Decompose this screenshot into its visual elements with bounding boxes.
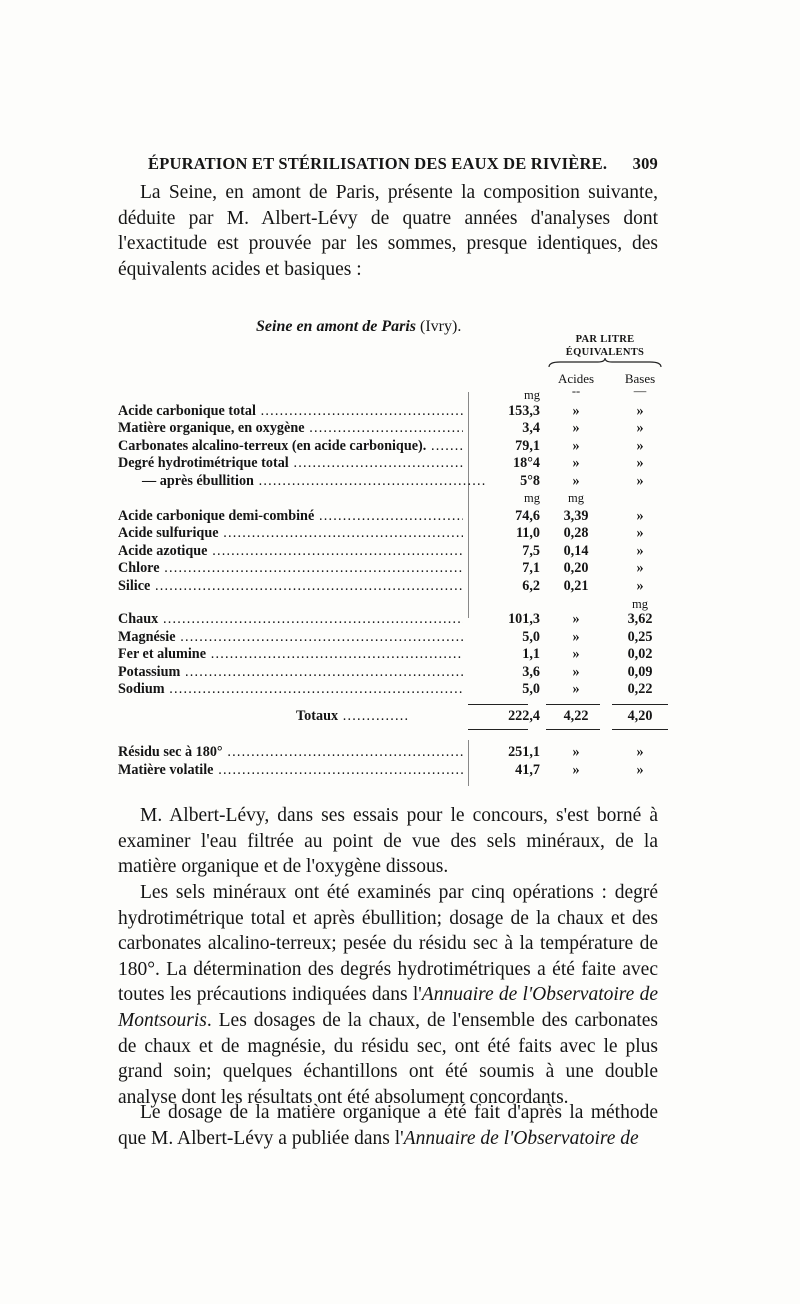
row-acids: » xyxy=(572,437,580,454)
dash-acids: -- xyxy=(571,383,581,398)
page-number: 309 xyxy=(632,154,658,173)
row-label: — après ébullition ..... xyxy=(118,473,487,491)
table-group-1 xyxy=(118,403,674,491)
row-acids: » xyxy=(572,472,580,489)
row-value-mg: 6,2 xyxy=(522,577,540,594)
row-value-mg: 1,1 xyxy=(522,646,540,662)
body-paragraph-1: M. Albert-Lévy, dans ses essais pour le concours, s'est borné à examiner l'eau filtrée au point de vue des sels minéraux, de la matière organique et de l'oxygène dissous. xyxy=(118,805,658,878)
unit-row xyxy=(118,383,674,403)
row-label: Résidu sec à 180° ..... xyxy=(118,744,463,762)
table-row xyxy=(118,508,674,526)
row-value-mg: 3,4 xyxy=(522,420,540,436)
row-bases: » xyxy=(636,455,644,471)
row-value-mg: 7,1 xyxy=(522,560,540,576)
row-value-mg: 79,1 xyxy=(515,437,540,454)
row-value-mg: 41,7 xyxy=(515,761,540,778)
row-label: Potassium ..... xyxy=(118,664,463,682)
row-value-mg: 5°8 xyxy=(520,472,540,489)
totals-rule xyxy=(468,704,528,705)
table-row xyxy=(118,438,674,456)
row-acids: » xyxy=(572,455,580,471)
row-bases: 0,22 xyxy=(627,681,653,697)
col-acids-header: Acides xyxy=(557,371,595,386)
totals-acids: 4,22 xyxy=(563,708,589,724)
row-bases: » xyxy=(636,402,644,419)
table-row xyxy=(118,681,674,699)
row-value-mg: 5,0 xyxy=(522,628,540,645)
row-bases: » xyxy=(636,542,644,559)
table-row xyxy=(118,762,674,780)
totals-row xyxy=(118,708,674,726)
row-value-mg: 74,6 xyxy=(515,507,540,524)
row-label: Degré hydrotimétrique total ..... xyxy=(118,455,463,473)
residue-table xyxy=(118,744,674,779)
row-value-mg: 3,6 xyxy=(522,663,540,680)
row-bases: » xyxy=(636,472,644,489)
row-bases: » xyxy=(636,560,644,576)
table-row xyxy=(118,744,674,762)
table-group-3 xyxy=(118,611,674,699)
row-value-mg: 101,3 xyxy=(508,611,540,627)
row-acids: » xyxy=(572,646,580,662)
annuaire-title: Annuaire de l'Observatoire de xyxy=(403,1127,639,1149)
row-label: Sodium ..... xyxy=(118,681,463,699)
row-label: Acide azotique ..... xyxy=(118,543,463,561)
row-label: Chaux ..... xyxy=(118,611,463,629)
dash-bases: — xyxy=(633,383,647,398)
totals-bases: 4,20 xyxy=(627,708,653,724)
table-row xyxy=(118,403,674,421)
row-acids: » xyxy=(572,744,580,760)
totals-rule xyxy=(468,729,528,730)
row-bases: » xyxy=(636,744,644,760)
row-value-mg: 153,3 xyxy=(508,402,540,419)
row-label: Acide carbonique demi-combiné ..... xyxy=(118,508,463,526)
row-acids: » xyxy=(572,420,580,436)
table-row xyxy=(118,525,674,543)
unit-row xyxy=(118,490,674,508)
row-acids: 3,39 xyxy=(563,507,589,524)
equivalents-heading: ÉQUIVALENTS xyxy=(565,347,645,358)
totals-rule xyxy=(546,704,600,705)
table-group-2 xyxy=(118,508,674,596)
unit-mg: mg xyxy=(568,491,584,505)
body-paragraph-3: Le dosage de la matière organique a été fait d'après la méthode que M. Albert-Lévy a publiée dans l'Annuaire de l'Observatoire de xyxy=(118,1102,658,1149)
row-acids: » xyxy=(572,628,580,645)
row-label: Acide carbonique total ..... xyxy=(118,403,463,421)
table-row xyxy=(118,664,674,682)
row-label: Matière volatile ..... xyxy=(118,762,463,780)
row-value-mg: 251,1 xyxy=(508,744,540,760)
row-label: Matière organique, en oxygène ..... xyxy=(118,420,463,438)
body-paragraph-2: Les sels minéraux ont été examinés par cinq opérations : degré hydrotimétrique total et après ébullition; dosage de la chaux et des carbonates alcalino-terreux; pesée du résidu sec à la température de 180°. La détermination des degrés hydrotimétriques a été faite avec toutes les précautions indiquées dans l'Annuaire de l'Observatoire de Montsouris. Les dosages de la chaux, de l'ensemble des carbonates de chaux et de magnésie, du résidu sec, ont été faits avec le plus grand soin; quelques échantillons ont été soumis à une double analyse dont les résultats ont été absolument concordants. xyxy=(118,882,658,1108)
row-value-mg: 11,0 xyxy=(515,525,540,541)
per-litre-heading: PAR LITRE xyxy=(575,334,635,345)
row-label: Fer et alumine ..... xyxy=(118,646,463,664)
row-acids: 0,21 xyxy=(563,577,589,594)
totals-rule xyxy=(612,729,668,730)
totals-label: Totaux .............. xyxy=(296,708,410,724)
row-label: Chlore ..... xyxy=(118,560,463,578)
table-row xyxy=(118,578,674,596)
equivalents-brace xyxy=(548,358,662,368)
caption-rest: (Ivry). xyxy=(420,318,462,335)
totals-value: 222,4 xyxy=(508,708,540,724)
table-row xyxy=(118,473,674,491)
row-bases: » xyxy=(636,437,644,454)
row-acids: » xyxy=(572,681,580,697)
row-bases: » xyxy=(636,577,644,594)
row-bases: » xyxy=(636,525,644,541)
row-bases: 0,25 xyxy=(627,628,653,645)
col-bases-header: Bases xyxy=(624,371,656,386)
unit-mg: mg xyxy=(632,597,648,611)
intro-paragraph: La Seine, en amont de Paris, présente la composition suivante, déduite par M. Albert-Lévy de quatre années d'analyses dont l'exactitude est prouvée par les sommes, presque identiques, des équivalents acides et basiques : xyxy=(118,182,658,280)
table-group-4 xyxy=(118,744,674,779)
caption-italic: Seine en amont de Paris xyxy=(256,318,417,335)
row-acids: 0,28 xyxy=(563,525,589,541)
row-bases: » xyxy=(636,420,644,436)
row-value-mg: 7,5 xyxy=(522,542,540,559)
table-caption xyxy=(256,318,461,336)
row-bases: » xyxy=(636,761,644,778)
row-acids: » xyxy=(572,761,580,778)
table-row xyxy=(118,646,674,664)
column-header-row xyxy=(118,370,674,388)
row-bases: 0,09 xyxy=(627,663,653,680)
unit-mg: mg xyxy=(524,387,540,402)
table-row xyxy=(118,629,674,647)
unit-row xyxy=(118,595,674,611)
row-bases: 3,62 xyxy=(627,611,653,627)
row-acids: » xyxy=(572,402,580,419)
running-title: ÉPURATION ET STÉRILISATION DES EAUX DE RIVIÈRE. xyxy=(148,154,608,173)
row-acids: » xyxy=(572,663,580,680)
row-value-mg: 5,0 xyxy=(522,681,540,697)
row-label: Carbonates alcalino-terreux (en acide carbonique). ..... xyxy=(118,438,463,456)
composition-table xyxy=(118,370,674,699)
totals-table xyxy=(118,708,674,726)
table-row xyxy=(118,611,674,629)
totals-rule xyxy=(612,704,668,705)
row-acids: 0,14 xyxy=(563,542,589,559)
unit-mg: mg xyxy=(524,491,540,505)
table-row xyxy=(118,560,674,578)
row-acids: » xyxy=(572,611,580,627)
table-row xyxy=(118,543,674,561)
annuaire-title: Annuaire de l'Observatoire de Montsouris xyxy=(118,984,658,1031)
row-value-mg: 18°4 xyxy=(513,455,540,471)
row-label: Silice ..... xyxy=(118,578,463,596)
totals-rule xyxy=(546,729,600,730)
row-label: Magnésie ..... xyxy=(118,629,463,647)
row-label: Acide sulfurique ..... xyxy=(118,525,463,543)
row-bases: » xyxy=(636,507,644,524)
table-row xyxy=(118,420,674,438)
row-bases: 0,02 xyxy=(627,646,653,662)
row-acids: 0,20 xyxy=(563,560,589,576)
table-row xyxy=(118,455,674,473)
